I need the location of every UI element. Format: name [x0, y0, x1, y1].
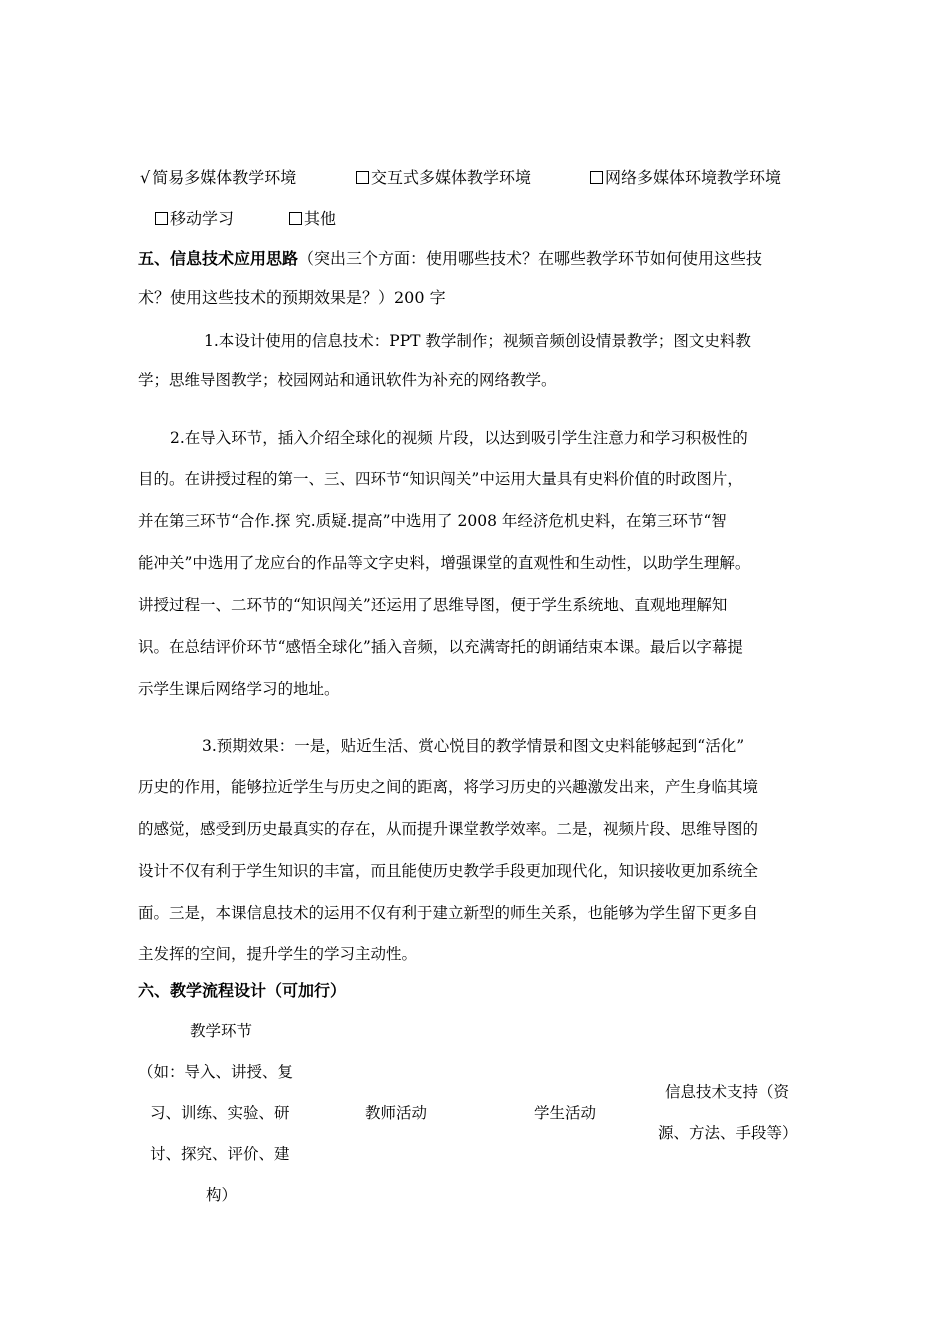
option-interactive-multimedia[interactable] [356, 167, 531, 189]
option-label: 交互式多媒体教学环境 [371, 168, 532, 187]
option-mobile-learning[interactable] [155, 208, 234, 230]
header-cell-line: 讨、探究、评价、建 [150, 1145, 290, 1163]
paragraph-line: 的感觉，感受到历史最真实的存在，从而提升课堂教学效率。二是，视频片段、思维导图的 [138, 820, 759, 838]
section-5-title: 五、信息技术应用思路 [138, 249, 299, 268]
paragraph-line: 示学生课后网络学习的地址。 [138, 680, 340, 698]
header-cell-teaching-phase [138, 1016, 318, 1206]
paragraph-line: 能冲关”中选用了龙应台的作品等文字史料，增强课堂的直观性和生动性，以助学生理解。 [138, 554, 751, 572]
teaching-flow-table-header [138, 1016, 814, 1206]
paragraph-line: 面。三是，本课信息技术的运用不仅有利于建立新型的师生关系，也能够为学生留下更多自 [138, 904, 759, 922]
header-cell-it-support [643, 1016, 814, 1206]
checkbox-icon [289, 212, 302, 225]
paragraph-3 [138, 735, 814, 965]
paragraph-line: 2.在导入环节，插入介绍全球化的视频 片段，以达到吸引学生注意力和学习积极性的 [170, 429, 748, 447]
paragraph-2 [138, 427, 814, 707]
section-5-heading-line [138, 249, 762, 269]
header-cell-teacher-activity: 教师活动 [365, 1104, 428, 1122]
option-label: 网络多媒体环境教学环境 [605, 168, 782, 187]
header-cell-line: 构） [206, 1186, 238, 1204]
checkbox-icon [356, 171, 369, 184]
paragraph-1 [138, 330, 814, 400]
option-label: 简易多媒体教学环境 [152, 168, 297, 187]
paragraph-line: 历史的作用，能够拉近学生与历史之间的距离，将学习历史的兴趣激发出来，产生身临其境 [138, 778, 759, 796]
option-network-multimedia[interactable] [590, 167, 781, 189]
option-other[interactable] [289, 208, 336, 230]
header-cell-line: （如：导入、讲授、复 [138, 1063, 294, 1081]
header-cell-line: 习、训练、实验、研 [150, 1104, 290, 1122]
paragraph-line: 识。在总结评价环节“感悟全球化”插入音频，以充满寄托的朗诵结束本课。最后以字幕提 [138, 638, 743, 656]
environment-options-row-2 [0, 208, 950, 230]
header-cell-student-activity: 学生活动 [534, 1104, 597, 1122]
checkmark-icon: √ [140, 168, 151, 187]
section-6-title: 六、教学流程设计（可加行） [138, 981, 347, 1000]
paragraph-line: 讲授过程一、二环节的“知识闯关”还运用了思维导图，便于学生系统地、直观地理解知 [138, 596, 728, 614]
paragraph-line: 设计不仅有利于学生知识的丰富，而且能使历史教学手段更加现代化，知识接收更加系统全 [138, 862, 759, 880]
checkbox-icon [155, 212, 168, 225]
section-5-note: （突出三个方面：使用哪些技术？在哪些教学环节如何使用这些技 [298, 249, 763, 268]
paragraph-line: 主发挥的空间，提升学生的学习主动性。 [138, 945, 418, 963]
environment-options-row-1 [0, 167, 950, 189]
header-cell-line: 教学环节 [190, 1022, 253, 1040]
paragraph-line: 并在第三环节“合作.探 究.质疑.提高”中选用了 2008 年经济危机史料，在第三环节“智 [138, 512, 727, 530]
option-label: 移动学习 [170, 209, 235, 228]
option-label: 其他 [304, 209, 337, 228]
section-5-note-line-2: 术？使用这些技术的预期效果是？）200 字 [138, 288, 446, 307]
checkbox-icon [590, 171, 603, 184]
option-simple-multimedia[interactable] [140, 167, 296, 189]
header-cell-line: 源、方法、手段等） [658, 1124, 798, 1142]
paragraph-line: 3.预期效果：一是，贴近生活、赏心悦目的教学情景和图文史料能够起到“活化” [202, 737, 745, 755]
paragraph-line: 目的。在讲授过程的第一、三、四环节“知识闯关”中运用大量具有史料价值的时政图片， [138, 470, 743, 488]
paragraph-line: 1.本设计使用的信息技术：PPT 教学制作；视频音频创设情景教学；图文史料教 [204, 332, 751, 350]
paragraph-line: 学；思维导图教学；校园网站和通讯软件为补充的网络教学。 [138, 371, 557, 389]
header-cell-line: 信息技术支持（资 [665, 1083, 790, 1101]
